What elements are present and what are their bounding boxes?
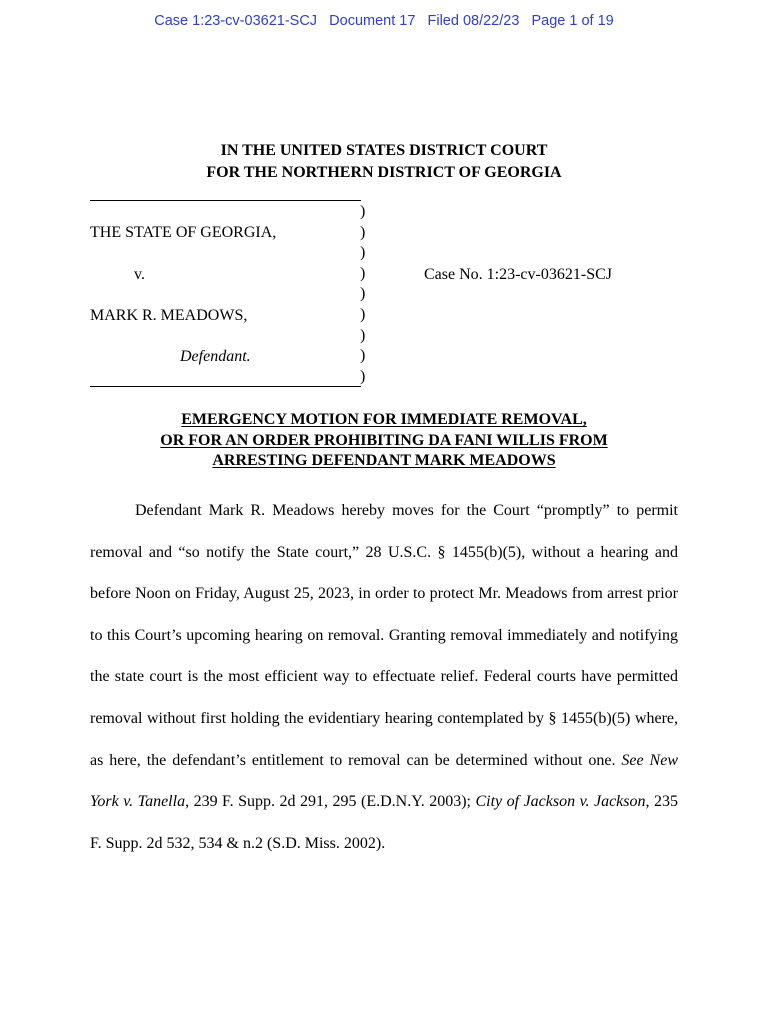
caption-bottom-rule [90, 386, 361, 387]
caption-paren: ) [360, 326, 366, 344]
versus-label: v. [134, 266, 145, 283]
court-title [0, 140, 768, 184]
motion-title-line-3: ARRESTING DEFENDANT MARK MEADOWS [212, 452, 556, 469]
caption-paren: ) [360, 347, 366, 365]
caption-paren: ) [360, 285, 366, 303]
motion-body-paragraph [90, 490, 678, 864]
body-text-segment: , 235 F. Supp. 2d 532, 534 & n.2 (S.D. Miss. 2002). [90, 793, 679, 852]
case-caption [90, 198, 690, 392]
body-text-segment: Defendant Mark R. Meadows hereby moves for the Court “promptly” to permit removal and “so notify the State court,” 28 U.S.C. § 1455(b)(5), without a hearing and before Noon on Friday, August 25, 2023, in order to protect Mr. Meadows from arrest prior to this Court’s upcoming hearing on removal. Granting removal immediately and notifying the state court is the most efficient way to effectuate relief. Federal courts have permitted removal without first holding the evidentiary hearing contemplated by § 1455(b)(5) where, as here, the defendant’s entitlement to removal can be determined without one. [90, 502, 678, 769]
caption-top-rule [90, 200, 361, 201]
case-number: Case No. 1:23-cv-03621-SCJ [424, 266, 612, 283]
caption-paren: ) [360, 305, 366, 323]
court-title-line-1: IN THE UNITED STATES DISTRICT COURT [220, 142, 548, 159]
caption-paren: ) [360, 367, 366, 385]
plaintiff-name: THE STATE OF GEORGIA, [90, 224, 277, 241]
motion-title [0, 410, 768, 472]
ecf-filing-header [0, 13, 768, 29]
caption-paren: ) [360, 223, 366, 241]
case-citation-jackson: City of Jackson v. Jackson [475, 793, 646, 811]
ecf-filed-date: Filed 08/22/23 [427, 13, 520, 29]
ecf-page-number: Page 1 of 19 [531, 13, 614, 29]
defendant-role: Defendant. [180, 348, 251, 365]
body-text-segment: , 239 F. Supp. 2d 291, 295 (E.D.N.Y. 2003); [185, 793, 476, 811]
ecf-document-number: Document 17 [329, 13, 416, 29]
court-title-line-2: FOR THE NORTHERN DISTRICT OF GEORGIA [206, 164, 562, 181]
caption-paren: ) [360, 264, 366, 282]
caption-paren: ) [360, 244, 366, 262]
ecf-case-number: Case 1:23-cv-03621-SCJ [154, 13, 318, 29]
caption-paren-column [360, 202, 365, 387]
defendant-name: MARK R. MEADOWS, [90, 307, 248, 324]
motion-title-line-2: OR FOR AN ORDER PROHIBITING DA FANI WILLIS FROM [160, 431, 608, 449]
motion-title-line-1: EMERGENCY MOTION FOR IMMEDIATE REMOVAL, [181, 411, 587, 428]
caption-paren: ) [360, 203, 366, 220]
case-citation-tanella: See New York v. Tanella [90, 751, 678, 811]
